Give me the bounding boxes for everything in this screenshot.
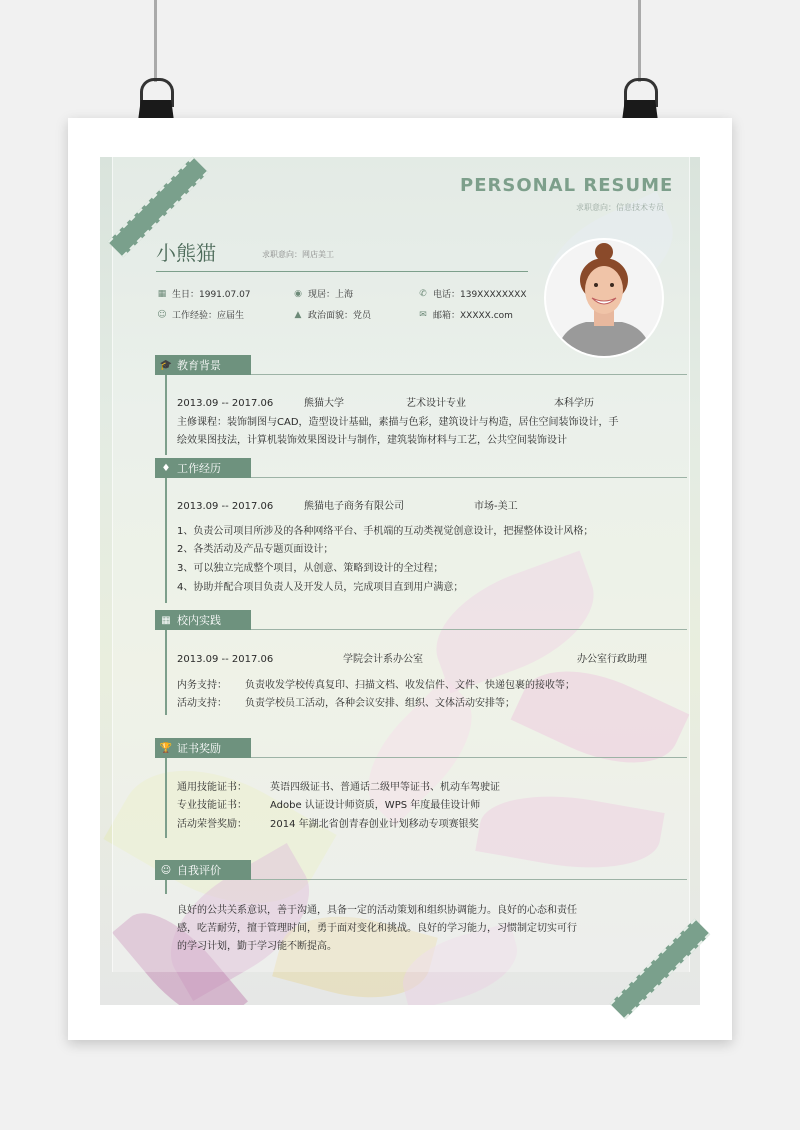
person-icon: ☺	[160, 864, 172, 876]
timeline-self	[165, 880, 167, 894]
campus-period: 2013.09 -- 2017.06	[177, 654, 274, 665]
section-tab-awards: 🏆 证书奖励	[155, 738, 251, 758]
info-phone: ✆ 电话：139XXXXXXXX	[419, 288, 527, 300]
self-eval-line: 良好的公共关系意识，善于沟通，具备一定的活动策划和组织协调能力。良好的心态和责任	[177, 905, 577, 916]
section-line	[251, 477, 687, 478]
graduation-cap-icon: ▲	[294, 309, 302, 320]
self-eval-line: 感，吃苦耐劳，擅于管理时间，勇于面对变化和挑战。良好的学习能力，习惯制定切实可行	[177, 923, 577, 934]
education-courses-1: 主修课程：装饰制图与CAD，造型设计基础，素描与色彩，建筑设计与构造，居住空间装饰设计，手	[177, 417, 619, 428]
education-major: 艺术设计专业	[406, 398, 466, 409]
work-duty: 1、负责公司项目所涉及的各种网络平台、手机端的互动类视觉创意设计，把握整体设计风格；	[177, 526, 594, 537]
envelope-icon: ✉	[419, 309, 427, 320]
award-label: 活动荣誉奖励：	[177, 819, 247, 830]
resume-title: PERSONAL RESUME	[460, 175, 674, 196]
campus-item-label: 内务支持：	[177, 680, 227, 691]
job-intent: 求职意向：网店美工	[262, 250, 334, 259]
trophy-icon: 🏆	[159, 742, 173, 754]
info-experience: ☺ 工作经验：应届生	[157, 309, 245, 321]
campus-item-label: 活动支持：	[177, 698, 227, 709]
calendar-icon: ▦	[157, 288, 167, 299]
info-politics: ▲ 政治面貌：党员	[294, 309, 372, 321]
education-degree: 本科学历	[554, 398, 594, 409]
education-period: 2013.09 -- 2017.06	[177, 398, 274, 409]
person-icon: ☺	[157, 309, 167, 320]
work-company: 熊猫电子商务有限公司	[304, 501, 404, 512]
info-email: ✉ 邮箱：XXXXX.com	[419, 309, 513, 321]
location-pin-icon: ◉	[294, 288, 302, 299]
self-eval-line: 的学习计划，勤于学习能不断提高。	[177, 941, 337, 952]
work-duty: 4、协助并配合项目负责人及开发人员，完成项目直到用户满意；	[177, 582, 464, 593]
info-location: ◉ 现居：上海	[294, 288, 354, 300]
timeline-campus	[165, 630, 167, 715]
campus-role: 办公室行政助理	[577, 654, 647, 665]
info-birth: ▦ 生日：1991.07.07	[157, 288, 251, 300]
grid-icon: ▦	[161, 614, 171, 626]
education-school: 熊猫大学	[304, 398, 344, 409]
section-tab-self: ☺ 自我评价	[155, 860, 251, 880]
campus-org: 学院会计系办公室	[343, 654, 423, 665]
award-text: Adobe 认证设计师资质，WPS 年度最佳设计师	[270, 800, 481, 811]
work-role: 市场-美工	[474, 501, 518, 512]
work-duty: 3、可以独立完成整个项目，从创意、策略到设计的全过程；	[177, 563, 444, 574]
timeline-work	[165, 478, 167, 603]
section-line	[251, 757, 687, 758]
tie-icon: ♦	[161, 462, 171, 474]
education-courses-2: 绘效果图技法，计算机装饰效果图设计与制作，建筑装饰材料与工艺，公共空间装饰设计	[177, 435, 567, 446]
phone-icon: ✆	[419, 288, 427, 299]
resume-subtitle: 求职意向：信息技术专员	[576, 203, 664, 212]
section-tab-education: 🎓 教育背景	[155, 355, 251, 375]
campus-item-text: 负责学校员工活动，各种会议安排、组织、文体活动安排等；	[245, 698, 515, 709]
timeline-education	[165, 375, 167, 455]
award-text: 2014 年湖北省创青春创业计划移动专项赛银奖	[270, 819, 479, 830]
section-line	[251, 879, 687, 880]
section-tab-campus: ▦ 校内实践	[155, 610, 251, 630]
award-label: 专业技能证书：	[177, 800, 247, 811]
work-duty: 2、各类活动及产品专题页面设计；	[177, 544, 334, 555]
award-text: 英语四级证书、普通话二级甲等证书、机动车驾驶证	[270, 782, 500, 793]
award-label: 通用技能证书：	[177, 782, 247, 793]
work-period: 2013.09 -- 2017.06	[177, 501, 274, 512]
timeline-awards	[165, 758, 167, 838]
section-tab-work: ♦ 工作经历	[155, 458, 251, 478]
profile-photo	[546, 240, 662, 356]
applicant-name: 小熊猫	[156, 241, 216, 265]
section-line	[251, 629, 687, 630]
graduation-cap-icon: 🎓	[159, 359, 173, 371]
section-line	[251, 374, 687, 375]
name-underline	[156, 271, 528, 272]
campus-item-text: 负责收发学校传真复印、扫描文档、收发信件、文件、快递包裹的接收等；	[245, 680, 575, 691]
